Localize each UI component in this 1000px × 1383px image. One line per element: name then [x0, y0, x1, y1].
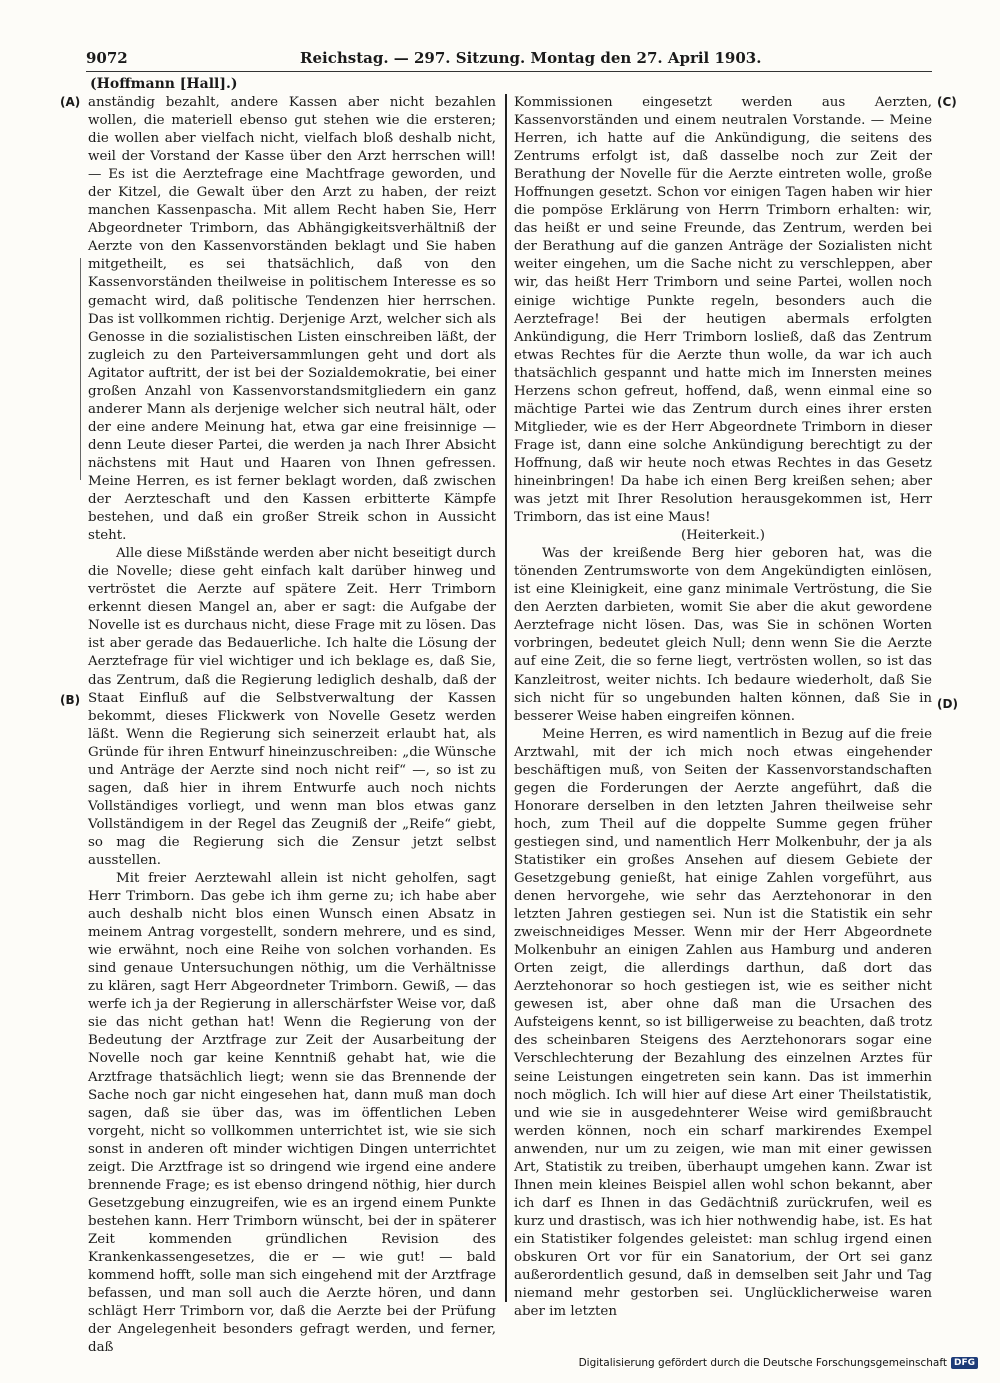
margin-marker-a: (A) [60, 95, 81, 109]
left-paragraph-2: Alle diese Mißstände werden aber nicht beseitigt durch die Novelle; diese geht einfach kalt darüber hinweg und vertröstet die Aerzte auf spätere Zeit. Herr Trimborn erkennt diesen Mangel an, aber er sagt: die Aufgabe der Novelle ist es durchaus nicht, diese Frage mit zu lösen. Das ist aber gerade das Bedauerliche. Ich halte die Lösung der Aerztefrage für viel wichtiger und ich beklage es, daß Sie, das Zentrum, daß die Regierung lediglich deshalb, daß der Staat Einfluß auf die Selbstverwaltung der Kassen bekommt, dieses Flickwerk von Novelle Gesetz werden läßt. Wenn die Regierung sich seinerzeit erlaubt hat, als Gründe für ihren Entwurf hineinzuschreiben: „die Wünsche und Anträge der Aerzte sind noch nicht reif“ —, so ist zu sagen, daß hier in ihrem Entwurfe auch noch nichts Vollständiges vorliegt, und wenn man blos etwas ganz Vollständigem in der Regel das Zeugniß der „Reife“ giebt, so mag die Regierung sich die Zensur jetzt selbst ausstellen. [88, 546, 496, 868]
right-paragraph-1: Kommissionen eingesetzt werden aus Aerzten, Kassenvorständen und einem neutralen Vorstande. — Meine Herren, ich hatte auf die Ankündigung, die seitens des Zentrums erfolgt ist, daß dasselbe noch zur Zeit der Berathung der Novelle für die Aerzte eintreten wolle, große Hoffnungen gesetzt. Schon vor einigen Tagen haben wir hier die pompöse Erklärung von Herrn Trimborn erhalten: wir, das heißt er und seine Freunde, das Zentrum, werden bei der Berathung auf die ganzen Anträge der Sozialisten nicht weiter eingehen, um die Sache nicht zu verschleppen, aber wir, das heißt Herr Trimborn und seine Partei, wollen noch einige wichtige Punkte regeln, besonders auch die Aerztefrage! Bei der heutigen abermals erfolgten Ankündigung, die Herr Trimborn losließ, daß das Zentrum etwas Rechtes für die Aerzte thun wolle, da war ich auch thatsächlich gespannt und hatte mich im Innersten meines Herzens schon gefreut, hoffend, daß, wenn einmal eine so mächtige Partei wie das Zentrum durch eines ihrer ersten Mitglieder, wie es der Herr Abgeordnete Trimborn in dieser Frage ist, dann eine solche Ankündigung berechtigt zu der Hoffnung, daß wir heute noch etwas Rechtes in das Gesetz hineinbringen! Da habe ich einen Berg kreißen sehen; aber was jetzt mit Ihrer Resolution herausgekommen ist, Herr Trimborn, das ist eine Maus! [514, 95, 932, 526]
column-divider [505, 94, 507, 1302]
interjection-laughter: (Heiterkeit.) [681, 528, 765, 544]
margin-marker-b: (B) [60, 693, 81, 707]
margin-marker-d: (D) [937, 697, 958, 711]
margin-rule [80, 258, 84, 480]
running-title: Reichstag. — 297. Sitzung. Montag den 27. April 1903. [300, 49, 762, 67]
page-header [86, 47, 932, 72]
page-number: 9072 [86, 49, 128, 67]
speaker-label: (Hoffmann [Hall].) [90, 76, 238, 92]
digitization-footer [579, 1357, 978, 1369]
footer-text: Digitalisierung gefördert durch die Deutsche Forschungsgemeinschaft [578, 1357, 947, 1369]
left-column [88, 94, 496, 1357]
left-paragraph-3: Mit freier Aerztewahl allein ist nicht geholfen, sagt Herr Trimborn. Das gebe ich ihm gerne zu; ich habe aber auch deshalb nicht blos einen Wunsch einen Absatz in meinem Antrag vorgestellt, sondern mehrere, und es sind, wie erwähnt, noch eine Reihe von solchen vorhanden. Es sind genaue Untersuchungen nöthig, um die Verhältnisse zu klären, sagt Herr Abgeordneter Trimborn. Gewiß, — das werfe ich ja der Regierung in allerschärfster Weise vor, daß sie das nicht gethan hat! Wenn die Regierung von der Bedeutung der Arztfrage zur Zeit der Ausarbeitung der Novelle noch gar keine Kenntniß gehabt hat, wie die Arztfrage thatsächlich liegt; wenn sie das Brennende der Sache noch gar nicht eingesehen hat, dann muß man doch sagen, daß sie über das, was im öffentlichen Leben vorgeht, nicht so vollkommen unterrichtet ist, wie sie sich sonst in anderen oft minder wichtigen Dingen unterrichtet zeigt. Die Arztfrage ist so dringend wie irgend eine andere brennende Frage; es ist ebenso dringend nöthig, hier durch Gesetzgebung einzugreifen, wie es an irgend einem Punkte bestehen kann. Herr Trimborn wünscht, bei der in späterer Zeit kommenden gründlichen Revision des Krankenkassengesetzes, die er — wie gut! — bald kommend hofft, solle man sich eingehend mit der Arztfrage befassen, und man soll auch die Aerzte hören, und dann schlägt Herr Trimborn vor, daß die Aerzte bei der Prüfung der Angelegenheit besonders gefragt werden, und ferner, daß [88, 871, 496, 1356]
right-paragraph-2: Was der kreißende Berg hier geboren hat, was die tönenden Zentrumsworte von dem Angekündigten einlösen, ist eine Kleinigkeit, eine ganz minimale Vertröstung, die Sie den Aerzten darbieten, womit Sie aber die akut gewordene Aerztefrage nicht lösen. Das, was Sie in schönen Worten vorbringen, bedeutet gleich Null; denn wenn Sie die Aerzte auf eine Zeit, die so ferne liegt, vertrösten wollen, so ist das Kanzleitrost, weiter nichts. Ich bedaure wiederholt, daß Sie sich nicht für so ungebunden halten können, daß Sie in besserer Weise haben eingreifen können. [514, 546, 932, 724]
margin-marker-c: (C) [937, 95, 957, 109]
right-paragraph-3: Meine Herren, es wird namentlich in Bezug auf die freie Arztwahl, mit der ich mich noch etwas eingehender beschäftigen muß, von Seiten der Kassenvorstandschaften gegen die Forderungen der Aerzte angeführt, daß die Honorare derselben in den letzten Jahren theilweise sehr hoch, zum Theil auf die doppelte Summe gegen früher gestiegen sind, und namentlich Herr Molkenbuhr, der ja als Statistiker ein großes Ansehen auf diesem Gebiete der Gesetzgebung genießt, hat einige Zahlen vorgeführt, aus denen hervorgehe, wie sehr das Aerztehonorar in den letzten Jahren gestiegen sei. Nun ist die Statistik ein sehr zweischneidiges Messer. Wenn mir der Herr Abgeordnete Molkenbuhr an einigen Zahlen aus Hamburg und anderen Orten zeigt, die allerdings darthun, daß dort das Aerztehonorar so hoch gestiegen ist, wie es seither nicht gewesen ist, aber ohne daß man die Ursachen des Aufsteigens kennt, so ist billigerweise zu beachten, daß trotz des scheinbaren Steigens des Aerztehonorars sogar eine Verschlechterung der Bezahlung des einzelnen Arztes für seine Leistungen eingetreten sein kann. Das ist immerhin noch möglich. Ich will hier auf diese Art einer Theilstatistik, und wie sie in ausgedehnterer Weise wird gemißbraucht werden können, noch ein scharf markirendes Exempel anwenden, nur um zu zeigen, wie man mit einer gewissen Art, Statistik zu treiben, überhaupt umgehen kann. Zwar ist Ihnen mein kleines Beispiel allen wohl schon bekannt, aber ich darf es Ihnen in das Gedächtniß zurückrufen, weil es kurz und drastisch, was ich hier nothwendig habe, ist. Es hat ein Statistiker folgendes geleistet: man schlug irgend einen obskuren Ort vor für ein Sanatorium, der Ort sei ganz außerordentlich gesund, daß in demselben seit Jahr und Tag niemand mehr gestorben sei. Unglücklicherweise waren aber im letzten [514, 726, 932, 1320]
left-paragraph-1: anständig bezahlt, andere Kassen aber nicht bezahlen wollen, die materiell ebenso gut stehen wie die ersteren; die wollen aber vielfach nicht, vielfach bloß deshalb nicht, weil der Vorstand der Kasse über den Arzt herrschen will! — Es ist die Aerztefrage eine Machtfrage geworden, und der Kitzel, die Gewalt über den Arzt zu haben, der reizt manchen Kassenpascha. Mit allem Recht haben Sie, Herr Abgeordneter Trimborn, das Abhängigkeitsverhältniß der Aerzte von den Kassenvorständen beklagt und Sie haben mitgetheilt, es sei thatsächlich, daß von den Kassenvorständen theilweise in politischem Interesse es so gemacht wird, daß politische Tendenzen hier herrschen. Das ist vollkommen richtig. Derjenige Arzt, welcher sich als Genosse in die sozialistischen Listen einschreiben läßt, der zugleich zu den Parteiversammlungen geht und dort als Agitator auftritt, der ist bei der Sozialdemokratie, bei einer großen Anzahl von Kassenvorstandsmitgliedern ein ganz anderer Mann als derjenige welcher sich neutral hält, oder der eine andere Meinung hat, etwa gar eine freisinnige — denn Leute dieser Partei, die werden ja nach Ihrer Absicht nächstens mit Haut und Haaren von Ihnen gefressen. Meine Herren, es ist ferner beklagt worden, daß zwischen der Aerzteschaft und den Kassen erbitterte Kämpfe bestehen, und daß ein großer Streik schon in Aussicht steht. [88, 95, 496, 544]
right-column [514, 94, 932, 1321]
dfg-logo-icon: DFG [951, 1357, 978, 1369]
